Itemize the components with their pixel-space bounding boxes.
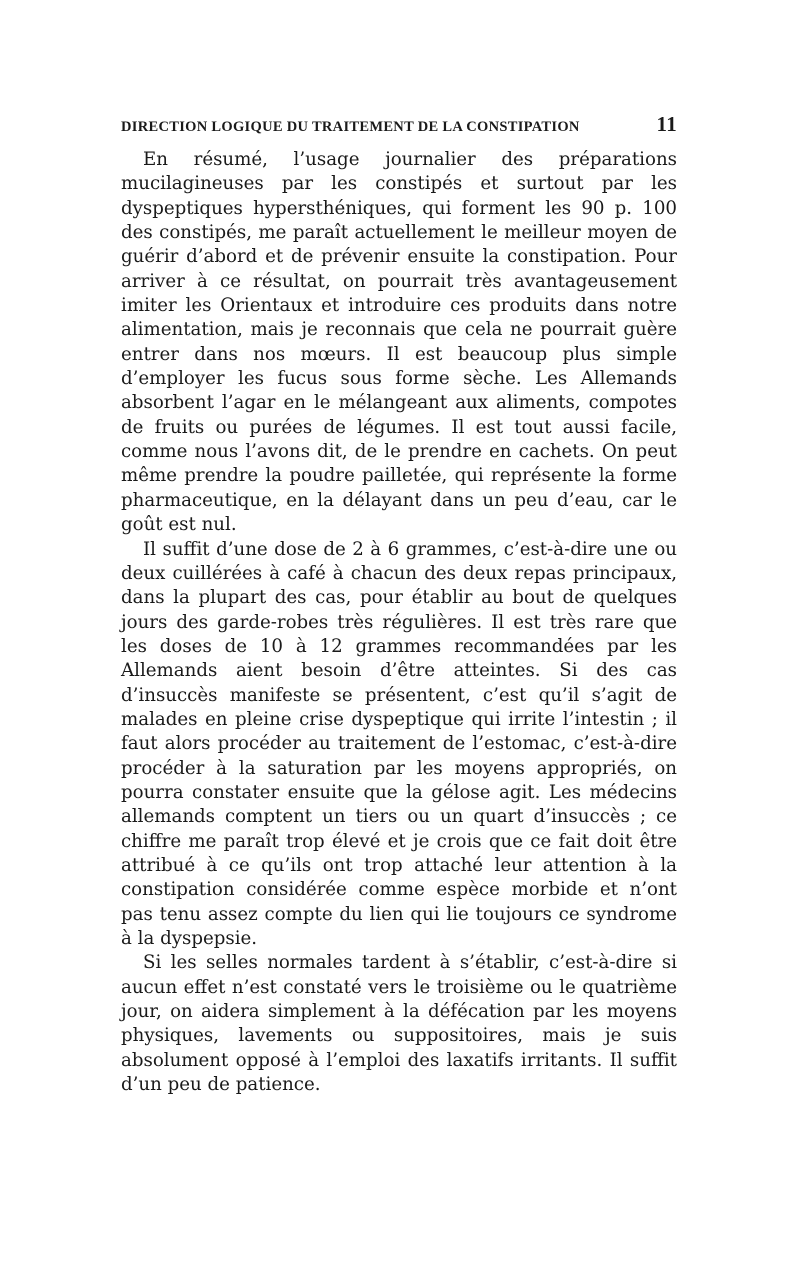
- book-page: [121, 112, 677, 1097]
- page-number: 11: [656, 112, 677, 136]
- paragraph-dosage: Il suffit d’une dose de 2 à 6 grammes, c’est-à-dire une ou deux cuillérées à café à chacun des deux repas principaux, dans la plupart des cas, pour établir au bout de quelques jours des garde-robes très régulières. Il est très rare que les doses de 10 à 12 grammes recommandées par les Allemands aient besoin d’être atteintes. Si des cas d’insuccès manifeste se présentent, c’est qu’il s’agit de malades en pleine crise dyspeptique qui irrite l’intestin ; il faut alors procéder au traitement de l’estomac, c’est-à-dire procéder à la saturation par les moyens appropriés, on pourra constater ensuite que la gélose agit. Les médecins allemands comptent un tiers ou un quart d’insuccès ; ce chiffre me paraît trop élevé et je crois que ce fait doit être attribué à ce qu’ils ont trop attaché leur attention à la constipation considérée comme espèce morbide et n’ont pas tenu assez compte du lien qui lie toujours ce syndrome à la dyspepsie.: [121, 538, 677, 949]
- running-title: DIRECTION LOGIQUE DU TRAITEMENT DE LA CONSTIPATION: [121, 119, 580, 135]
- paragraph-summary: En résumé, l’usage journalier des préparations mucilagineuses par les constipés et surtout par les dyspeptiques hypersthéniques, qui forment les 90 p. 100 des constipés, me paraît actuellement le meilleur moyen de guérir d’abord et de prévenir ensuite la constipation. Pour arriver à ce résultat, on pourrait très avantageusement imiter les Orientaux et introduire ces produits dans notre alimentation, mais je reconnais que cela ne pourrait guère entrer dans nos mœurs. Il est beaucoup plus simple d’employer les fucus sous forme sèche. Les Allemands absorbent l’agar en le mélangeant aux aliments, compotes de fruits ou purées de légumes. Il est tout aussi facile, comme nous l’avons dit, de le prendre en cachets. On peut même prendre la poudre pailletée, qui représente la forme pharmaceutique, en la délayant dans un peu d’eau, car le goût est nul.: [121, 149, 677, 536]
- body-text: [121, 148, 677, 1097]
- paragraph-patience: Si les selles normales tardent à s’établir, c’est-à-dire si aucun effet n’est constaté vers le troisième ou le quatrième jour, on aidera simplement à la défécation par les moyens physiques, lavements ou suppositoires, mais je suis absolument opposé à l’emploi des laxatifs irritants. Il suffit d’un peu de patience.: [121, 952, 677, 1096]
- running-header: [121, 112, 677, 144]
